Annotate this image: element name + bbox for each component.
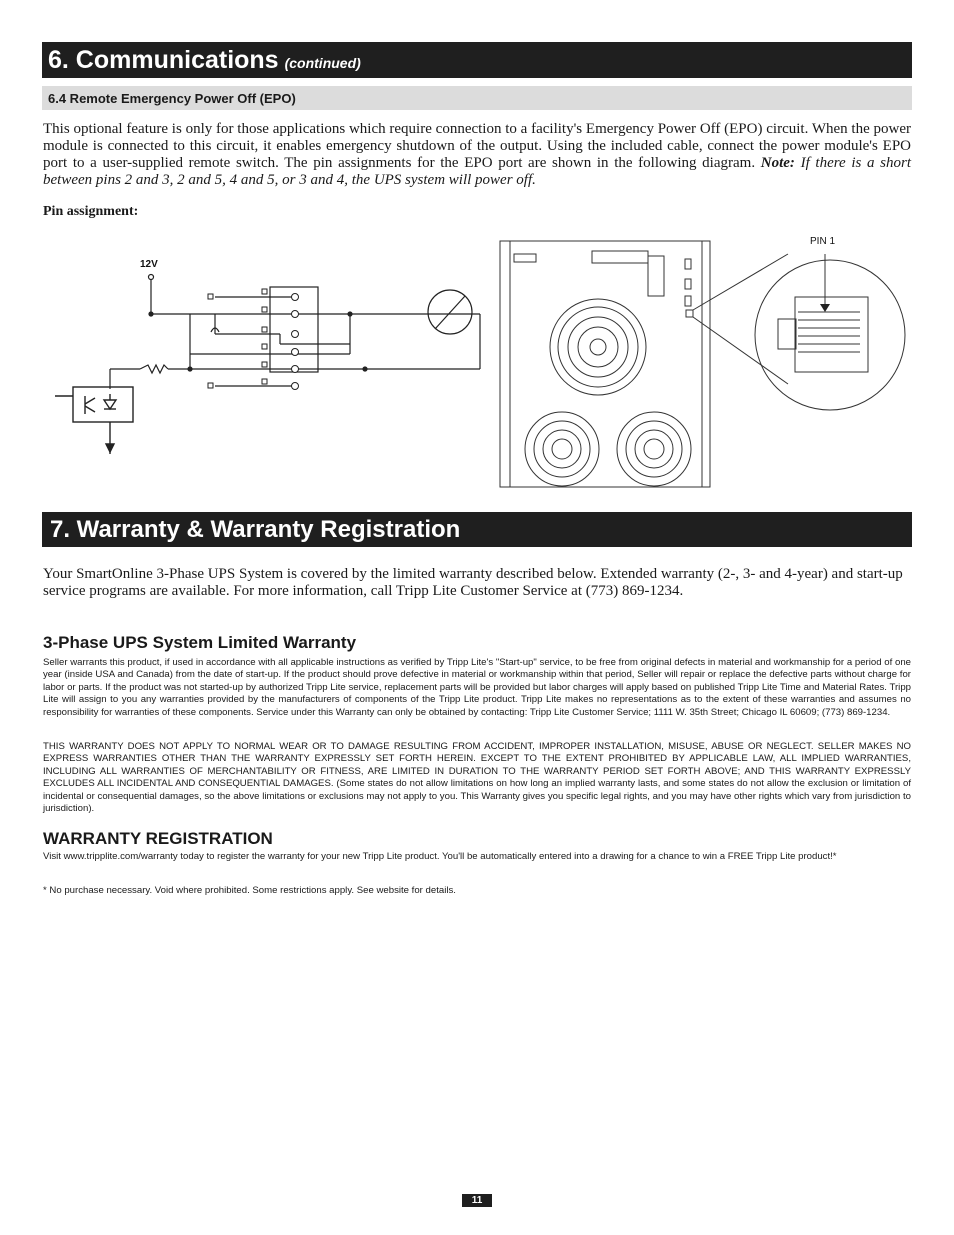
registration-heading: WARRANTY REGISTRATION <box>43 829 273 848</box>
section-6-title: 6. Communications <box>48 46 279 74</box>
voltage-label: 12V <box>140 259 158 270</box>
epo-paragraph <box>43 121 911 189</box>
continued-label: (continued) <box>284 55 361 71</box>
section-7-title: 7. Warranty & Warranty Registration <box>50 516 461 543</box>
warranty-intro: Your SmartOnline 3-Phase UPS System is covered by the limited warranty described below. Extended warranty (2-, 3- and 4-year) and start-up service programs are available. For more information, call Tripp Lite Customer Service at (773) 869-1234. <box>43 566 903 599</box>
epo-pin-diagram <box>40 234 920 492</box>
warranty-paragraph-2: THIS WARRANTY DOES NOT APPLY TO NORMAL WEAR OR TO DAMAGE RESULTING FROM ACCIDENT, IMPROPER INSTALLATION, MISUSE, ABUSE OR NEGLECT. SELLER MAKES NO EXPRESS WARRANTIES OTHER THAN THE WARRANTY EXPRESSLY SET FORTH HEREIN. EXCEPT TO THE EXTENT PROHIBITED BY APPLICABLE LAW, ALL IMPLIED WARRANTIES, INCLUDING ALL WARRANTIES OF MERCHANTABILITY OR FITNESS, ARE LIMITED IN DURATION TO THE WARRANTY PERIOD SET FORTH ABOVE; AND THIS WARRANTY EXPRESSLY EXCLUDES ALL INCIDENTAL AND CONSEQUENTIAL DAMAGES. (Some states do not allow limitations on how long an implied warranty lasts, and some states do not allow the exclusion or limitation of incidental or consequential damages, so the above limitations or exclusions may not apply to you. This Warranty gives you specific legal rights, and you may have other rights which vary from jurisdiction to jurisdiction). <box>43 741 911 815</box>
pin-assignment-label: Pin assignment: <box>43 204 139 219</box>
section-6-header <box>42 42 912 78</box>
note-text: If there is a short between pins 2 and 3, 2 and 5, 4 and 5, or 3 and 4, the UPS system will power off. <box>43 155 912 188</box>
warranty-heading: 3-Phase UPS System Limited Warranty <box>43 633 357 652</box>
registration-paragraph: Visit www.tripplite.com/warranty today to register the warranty for your new Tripp Lite product. You'll be automatically entered into a drawing for a chance to win a FREE Tripp Lite product!* <box>43 851 837 862</box>
note-label: Note: <box>760 155 795 171</box>
page-number: 11 <box>462 1194 492 1207</box>
epo-description: This optional feature is only for those applications which require connection to a facility's Emergency Power Off (EPO) circuit. When the power module is connected to this circuit, it enables emergency shutdown of the output. Using the included cable, connect the power module's EPO port to a user-supplied remote switch. The pin assignments for the EPO port are shown in the following diagram. <box>43 121 911 171</box>
section-6-4-header: 6.4 Remote Emergency Power Off (EPO) <box>42 86 912 110</box>
section-7-header <box>42 512 912 547</box>
warranty-paragraph-1: Seller warrants this product, if used in accordance with all applicable instructions as verified by Tripp Lite's "Start-up" service, to be free from original defects in material and workmanship for a period of one year (inside USA and Canada) from the date of start-up. If the product should prove defective in material or workmanship within that period, Seller will repair or replace the defective parts without charge for labor or parts. If the product was not started-up by authorized Tripp Lite service, replacement parts will be provided but labor charges will apply based on published Tripp Lite Time and Material Rates. Tripp Lite will assign to you any warranties provided by the manufacturers of components of the Tripp Lite product. Tripp Lite makes no representations as to the extent of these warranties and assumes no responsibility for warranties of these components. Service under this Warranty can only be obtained by contacting: Tripp Lite Customer Service; 1111 W. 35th Street; Chicago IL 60609; (773) 869-1234. <box>43 657 911 718</box>
12v-terminal <box>149 275 154 280</box>
pin-1-label: PIN 1 <box>810 236 836 247</box>
registration-disclaimer: * No purchase necessary. Void where prohibited. Some restrictions apply. See website for details. <box>43 885 456 896</box>
